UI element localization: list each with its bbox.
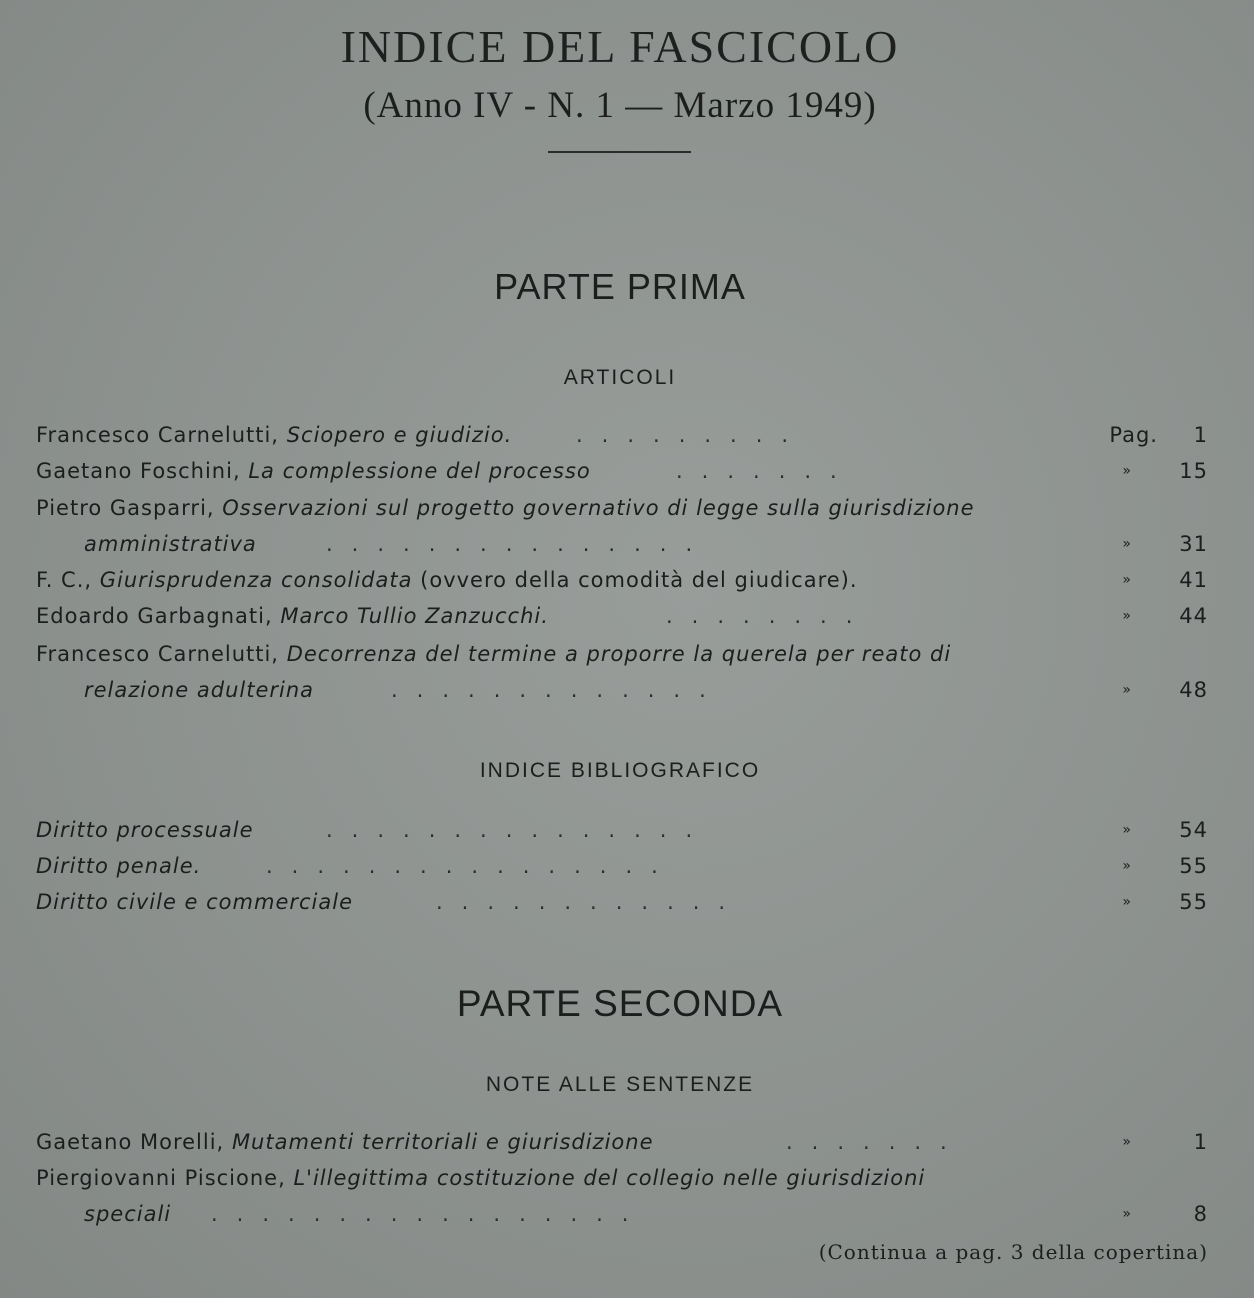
list-item-articolo-5 [36,598,1216,634]
ditto-mark: » [1122,536,1132,552]
list-item-articolo-1 [36,417,1216,453]
leader-dots: ............ [436,890,745,914]
entry-author: Edoardo Garbagnati, [36,604,273,628]
page-number: 54 [1179,818,1208,842]
entry-title: Diritto civile e commerciale [36,890,353,914]
entry-title-continued: speciali [84,1202,172,1226]
entry-author: Gaetano Foschini, [36,459,241,483]
page-number: 1 [1193,1130,1208,1154]
ditto-mark: » [1122,858,1132,874]
title-rule [548,151,691,153]
list-item-biblio-2 [36,848,1216,884]
entry-title-continued: amministrativa [84,532,257,556]
leader-dots: ....... [786,1130,966,1154]
issue-subtitle: (Anno IV - N. 1 — Marzo 1949) [363,85,877,126]
ditto-mark: » [1122,1206,1132,1222]
parte-prima-heading: PARTE PRIMA [494,266,746,307]
entry-title: Sciopero e giudizio. [286,423,513,447]
ditto-mark: » [1122,1134,1132,1150]
page-number: 55 [1179,854,1208,878]
page-number: 55 [1179,890,1208,914]
continuation-note: (Continua a pag. 3 della copertina) [818,1240,1208,1264]
entry-author: Francesco Carnelutti, [36,642,279,666]
list-item-nota-2 [36,1160,1216,1232]
leader-dots: ................. [211,1202,648,1226]
list-item-articolo-4 [36,562,1216,598]
leader-dots: ......... [576,423,808,447]
leader-dots: ............... [326,818,712,842]
page-number: 8 [1193,1202,1208,1226]
ditto-mark: » [1122,894,1132,910]
ditto-mark: » [1122,572,1132,588]
entry-title-continued: relazione adulterina [84,678,315,702]
ditto-mark: » [1122,463,1132,479]
list-item-nota-1 [36,1124,1216,1160]
page-marker: Pag. [1109,423,1158,447]
entry-title: Giurisprudenza consolidata [99,568,413,592]
leader-dots: ............. [391,678,725,702]
indice-bibliografico-heading: INDICE BIBLIOGRAFICO [479,759,761,782]
list-item-articolo-3 [36,490,1216,562]
entry-author: F. C., [36,568,93,592]
leader-dots: ....... [676,459,856,483]
entry-title: Diritto processuale [36,818,254,842]
entry-title: Decorrenza del termine a proporre la querela per reato di [286,642,952,666]
ditto-mark: » [1122,822,1132,838]
leader-dots: ........ [666,604,872,628]
entry-title: Mutamenti territoriali e giurisdizione [231,1130,654,1154]
list-item-biblio-3 [36,884,1216,920]
ditto-mark: » [1122,608,1132,624]
page-number: 48 [1179,678,1208,702]
entry-title: Diritto penale. [36,854,202,878]
page-number: 44 [1179,604,1208,628]
page-number: 1 [1193,423,1208,447]
articoli-heading: ARTICOLI [563,366,677,389]
entry-subtitle: (ovvero della comodità del giudicare). [420,568,858,592]
list-item-articolo-6 [36,636,1216,708]
entry-author: Piergiovanni Piscione, [36,1166,286,1190]
entry-title: Marco Tullio Zanzucchi. [280,604,549,628]
list-item-biblio-1 [36,812,1216,848]
parte-seconda-heading: PARTE SECONDA [456,983,784,1024]
entry-title: La complessione del processo [248,459,591,483]
entry-title: L'illegittima costituzione del collegio nelle giurisdizioni [293,1166,926,1190]
entry-author: Francesco Carnelutti, [36,423,279,447]
entry-author: Gaetano Morelli, [36,1130,225,1154]
leader-dots: ................ [266,854,677,878]
leader-dots: ............... [326,532,712,556]
page-number: 31 [1179,532,1208,556]
ditto-mark: » [1122,682,1132,698]
list-item-articolo-2 [36,453,1216,489]
note-alle-sentenze-heading: NOTE ALLE SENTENZE [485,1073,755,1096]
page-title: INDICE DEL FASCICOLO [340,21,900,72]
page-number: 15 [1179,459,1208,483]
entry-author: Pietro Gasparri, [36,496,215,520]
entry-title: Osservazioni sul progetto governativo di legge sulla giurisdizione [222,496,975,520]
page-number: 41 [1179,568,1208,592]
